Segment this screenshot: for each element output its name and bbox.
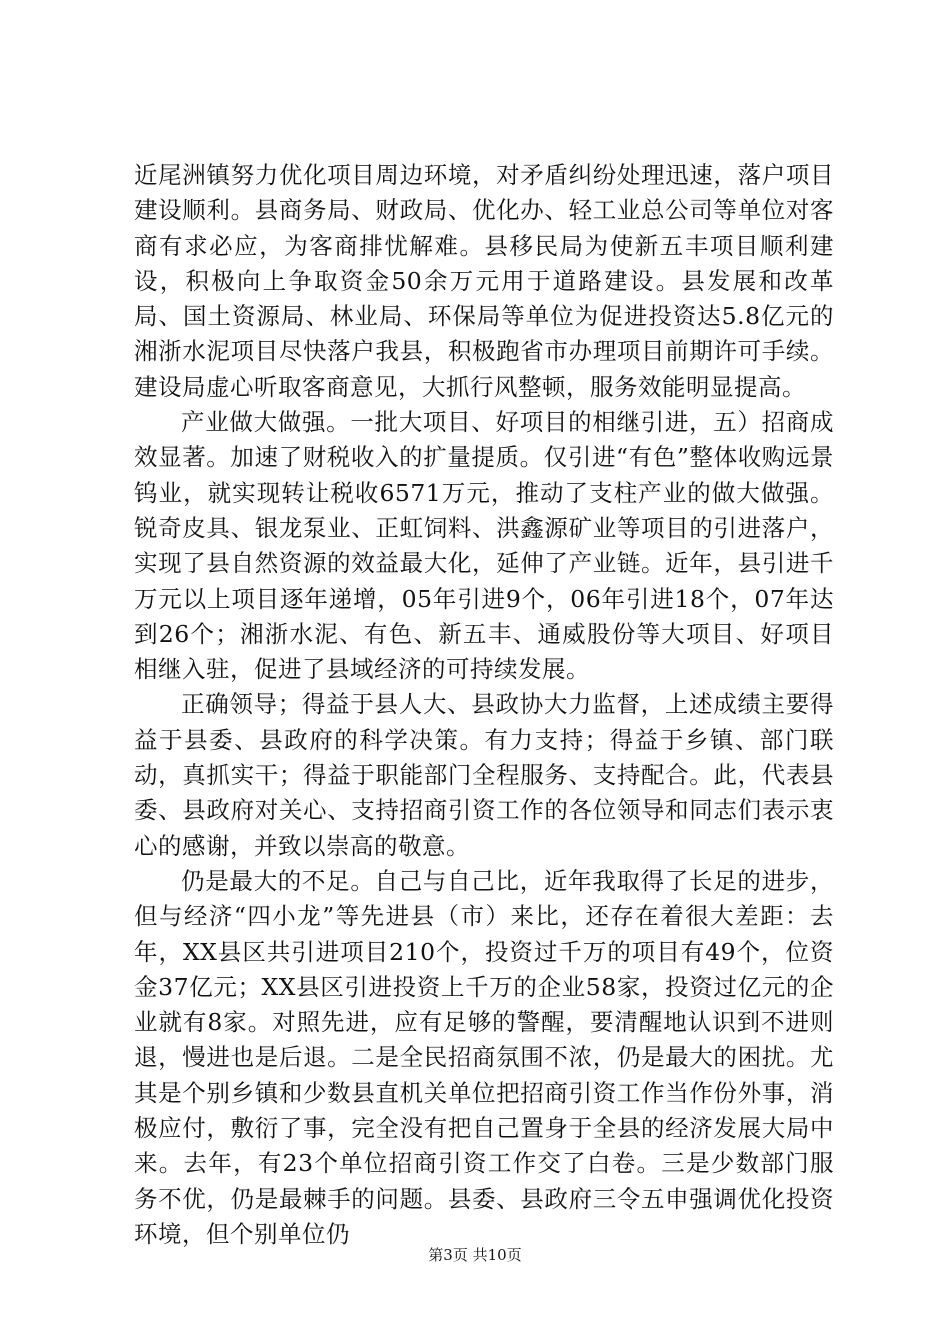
page-number-label: 第3页 共10页 — [428, 1246, 522, 1264]
paragraph-4: 仍是最大的不足。自己与自己比，近年我取得了长足的进步，但与经济“四小龙”等先进县（市）来比，还存在着很大差距：去年，XX县区共引进项目210个，投资过千万的项目有49个，位资金37亿元；XX县区引进投资上千万的企业58家，投资过亿元的企业就有8家。对照先进，应有足够的警醒，要清醒地认识到不进则退，慢进也是后退。二是全民招商氛围不浓，仍是最大的困扰。尤其是个别乡镇和少数县直机关单位把招商引资工作当作份外事，消极应付，敷衍了事，完全没有把自己置身于全县的经济发展大局中来。去年，有23个单位招商引资工作交了白卷。三是少数部门服务不优，仍是最棘手的问题。县委、县政府三令五申强调优化投资环境，但个别单位仍 — [134, 866, 834, 1248]
paragraph-2: 产业做大做强。一批大项目、好项目的相继引进，五）招商成效显著。加速了财税收入的扩量提质。仅引进“有色”整体收购远景钨业，就实现转让税收6571万元，推动了支柱产业的做大做强。锐奇皮具、银龙泵业、正虹饲料、洪鑫源矿业等项目的引进落户，实现了县自然资源的效益最大化，延伸了产业链。近年，县引进千万元以上项目逐年递增，05年引进9个，06年引进18个，07年达到26个；湘浙水泥、有色、新五丰、通威股份等大项目、好项目相继入驻，促进了县域经济的可持续发展。 — [134, 408, 834, 684]
page-footer — [0, 1245, 950, 1265]
paragraph-3: 正确领导；得益于县人大、县政协大力监督，上述成绩主要得益于县委、县政府的科学决策。有力支持；得益于乡镇、部门联动，真抓实干；得益于职能部门全程服务、支持配合。此，代表县委、县政府对关心、支持招商引资工作的各位领导和同志们表示衷心的感谢，并致以崇高的敬意。 — [134, 690, 834, 860]
paragraph-1: 近尾洲镇努力优化项目周边环境，对矛盾纠纷处理迅速，落户项目建设顺利。县商务局、财政局、优化办、轻工业总公司等单位对客商有求必应，为客商排忧解难。县移民局为使新五丰项目顺利建设，积极向上争取资金50余万元用于道路建设。县发展和改革局、国土资源局、林业局、环保局等单位为促进投资达5.8亿元的湘浙水泥项目尽快落户我县，积极跑省市办理项目前期许可手续。建设局虚心听取客商意见，大抓行风整顿，服务效能明显提高。 — [134, 161, 834, 401]
document-body — [134, 158, 834, 1252]
